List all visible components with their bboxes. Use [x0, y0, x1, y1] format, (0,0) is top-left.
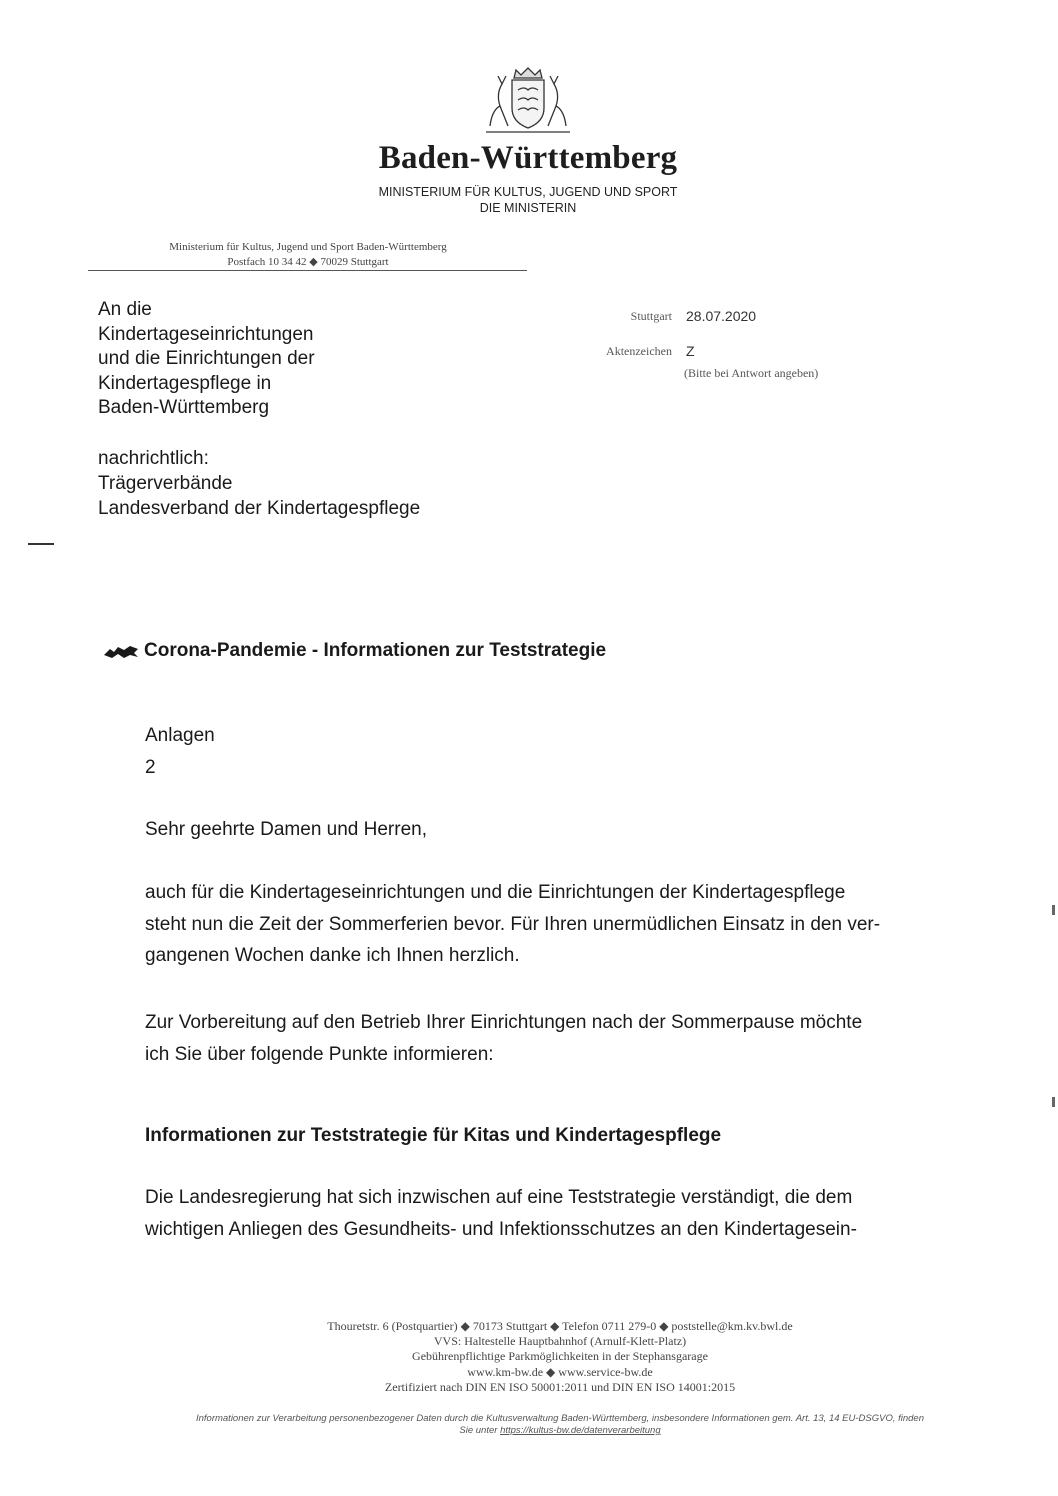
punch-mark	[1052, 905, 1055, 915]
state-lion-icon	[102, 641, 140, 661]
footer-line: VVS: Haltestelle Hauptbahnhof (Arnulf-Klett-Platz)	[433, 1334, 687, 1349]
paragraph-line: steht nun die Zeit der Sommerferien bevor. Für Ihren unermüdlichen Einsatz in den ver-	[145, 913, 881, 935]
paragraph-3	[145, 1182, 975, 1245]
paragraph-line: Zur Vorbereitung auf den Betrieb Ihrer Einrichtungen nach der Sommerpause möchte	[145, 1012, 863, 1033]
paragraph-1	[145, 877, 975, 972]
paragraph-line: Die Landesregierung hat sich inzwischen auf eine Teststrategie verständigt, die dem	[145, 1187, 853, 1208]
cc-recipients	[98, 446, 420, 521]
place-label: Stuttgart	[630, 309, 672, 323]
cc-line: Trägerverbände	[98, 473, 233, 494]
cc-line: Landesverband der Kindertagespflege	[98, 498, 421, 519]
punch-mark	[1052, 1097, 1055, 1107]
state-name-heading: Baden-Württemberg	[378, 140, 678, 176]
subject-line	[102, 640, 606, 662]
sender-address	[90, 240, 526, 270]
footer-line: Zertifiziert nach DIN EN ISO 50001:2011 und DIN EN ISO 14001:2015	[384, 1379, 736, 1394]
privacy-line-1: Informationen zur Verarbeitung personenbezogener Daten durch die Kultusverwaltung Baden-Württemberg, insbesondere Informationen gem. Art. 13, 14 EU-DSGVO, finden	[195, 1413, 925, 1424]
coat-of-arms-logo	[478, 66, 578, 138]
ministry-name: MINISTERIUM FÜR KULTUS, JUGEND UND SPORT	[378, 185, 678, 199]
recipient-line: und die Einrichtungen der	[98, 348, 315, 369]
subject-text: Corona-Pandemie - Informationen zur Teststrategie	[144, 640, 607, 661]
recipient-line: An die	[98, 299, 152, 320]
recipient-line: Kindertagespflege in	[98, 372, 272, 394]
fold-mark	[28, 543, 54, 545]
section-heading: Informationen zur Teststrategie für Kitas und Kindertagespflege	[145, 1125, 722, 1146]
footer-line: Gebührenpflichtige Parkmöglichkeiten in der Stephansgarage	[412, 1349, 708, 1364]
footer-address	[150, 1319, 970, 1395]
recipient-address	[98, 298, 315, 421]
paragraph-line: auch für die Kindertageseinrichtungen und die Einrichtungen der Kindertagespflege	[145, 882, 846, 903]
salutation: Sehr geehrte Damen und Herren,	[145, 819, 427, 840]
paragraph-line: gangenen Wochen danke ich Ihnen herzlich.	[145, 945, 520, 966]
recipient-line: Baden-Württemberg	[98, 397, 270, 418]
cc-label: nachrichtlich:	[98, 448, 209, 469]
sender-line-1: Ministerium für Kultus, Jugend und Sport Baden-Württemberg	[169, 241, 447, 253]
reference-note: (Bitte bei Antwort angeben)	[684, 366, 819, 380]
privacy-line-2	[140, 1425, 980, 1437]
ministry-title	[300, 184, 756, 216]
ministry-office: DIE MINISTERIN	[479, 201, 577, 215]
recipient-line: Kindertageseinrichtungen	[98, 323, 314, 345]
reference-value: Z	[686, 343, 695, 359]
reference-label: Aktenzeichen	[606, 344, 672, 358]
attachments-block	[145, 720, 975, 783]
footer-line: Thouretstr. 6 (Postquartier) ◆ 70173 Stuttgart ◆ Telefon 0711 279-0 ◆ poststelle@km.kv.bwl.de	[327, 1319, 793, 1333]
sender-line-2: Postfach 10 34 42 ◆ 70029 Stuttgart	[227, 256, 389, 268]
sender-divider	[88, 270, 527, 271]
footer-line: www.km-bw.de ◆ www.service-bw.de	[467, 1364, 653, 1379]
letter-date: 28.07.2020	[686, 308, 757, 324]
paragraph-line: ich Sie über folgende Punkte informieren:	[145, 1043, 494, 1065]
privacy-notice	[140, 1413, 980, 1437]
privacy-prefix: Sie unter	[459, 1425, 501, 1436]
attachments-count: 2	[145, 756, 156, 778]
attachments-label: Anlagen	[145, 725, 215, 746]
privacy-link[interactable]: https://kultus-bw.de/datenverarbeitung	[500, 1425, 661, 1436]
paragraph-line: wichtigen Anliegen des Gesundheits- und Infektionsschutzes an den Kindertagesein-	[145, 1218, 857, 1240]
paragraph-2	[145, 1007, 975, 1070]
